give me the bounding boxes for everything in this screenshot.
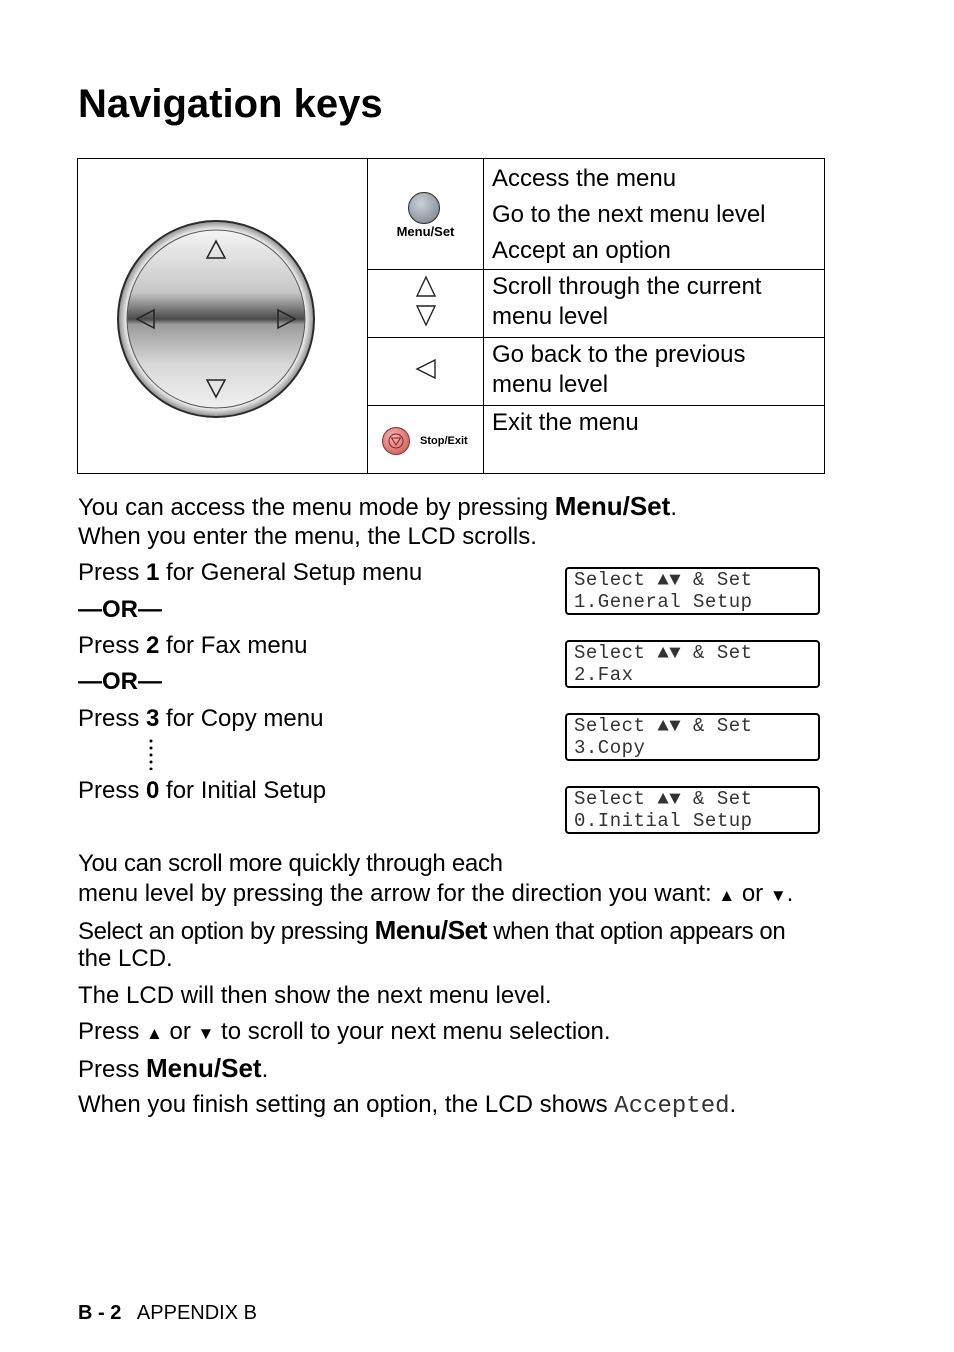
up-down-arrows-icon	[414, 274, 438, 328]
lcd-screen-general-setup: Select ▲▼ & Set 1.General Setup	[565, 567, 820, 615]
menu-set-label: Menu/Set	[396, 224, 455, 239]
stop-exit-label: Stop/Exit	[420, 434, 468, 447]
back-description: Go back to the previous menu level	[484, 338, 825, 406]
exit-description: Exit the menu	[484, 406, 825, 474]
scroll-description: Scroll through the current menu level	[484, 270, 825, 338]
scroll-keys-cell	[368, 270, 484, 338]
page-number: B - 2	[78, 1302, 122, 1324]
menu-set-description: Access the menu Go to the next menu level Accept an option	[484, 159, 825, 270]
stop-exit-button-icon	[382, 427, 410, 455]
lcd-screen-copy: Select ▲▼ & Set 3.Copy	[565, 713, 820, 761]
press-scroll-text: Press ▲ or ▼ to scroll to your next menu selection.	[78, 1018, 611, 1045]
intro-line-2: When you enter the menu, the LCD scrolls.	[78, 523, 537, 550]
down-arrow-icon: ▼	[769, 886, 787, 905]
accepted-lcd-text: Accepted	[614, 1093, 730, 1120]
menu-set-button-icon	[408, 192, 440, 224]
section-name: APPENDIX B	[136, 1302, 257, 1324]
press-step-3: Press 3 for Copy menu	[78, 705, 324, 732]
menu-set-key-ref: Menu/Set	[374, 915, 487, 945]
up-arrow-icon: ▲	[718, 886, 736, 905]
or-separator: —OR—	[78, 668, 162, 695]
lcd-screen-initial-setup: Select ▲▼ & Set 0.Initial Setup	[565, 786, 820, 834]
navigation-keys-table	[77, 158, 825, 474]
vertical-ellipsis-icon	[146, 738, 156, 770]
press-menu-set-text: Press Menu/Set.	[78, 1053, 269, 1083]
dial-cell	[78, 159, 368, 474]
back-key-cell	[368, 338, 484, 406]
up-arrow-icon: ▲	[146, 1024, 163, 1043]
select-option-line-1: Select an option by pressing Menu/Set when that option appears on	[78, 915, 786, 945]
finish-text: When you finish setting an option, the LCD shows Accepted.	[78, 1091, 737, 1120]
page-title: Navigation keys	[78, 82, 383, 126]
menu-set-key-cell	[368, 159, 484, 270]
scroll-tip-line-1: You can scroll more quickly through each	[78, 850, 503, 877]
stop-exit-key-cell	[368, 406, 484, 474]
menu-set-key-ref: Menu/Set	[554, 491, 671, 521]
press-step-1: Press 1 for General Setup menu	[78, 559, 423, 586]
press-step-0: Press 0 for Initial Setup	[78, 777, 327, 804]
select-option-line-2: the LCD.	[78, 945, 173, 972]
scroll-tip-line-2: menu level by pressing the arrow for the direction you want: ▲ or ▼.	[78, 880, 794, 907]
intro-line-1: You can access the menu mode by pressing Menu/Set.	[78, 491, 677, 521]
next-level-text: The LCD will then show the next menu level.	[78, 982, 552, 1009]
navigation-dial-icon	[116, 219, 316, 419]
lcd-screen-fax: Select ▲▼ & Set 2.Fax	[565, 640, 820, 688]
page-footer	[78, 1301, 257, 1325]
down-arrow-icon: ▼	[197, 1024, 215, 1043]
press-step-2: Press 2 for Fax menu	[78, 632, 308, 659]
menu-set-key-ref: Menu/Set	[146, 1053, 262, 1083]
or-separator: —OR—	[78, 596, 162, 623]
left-arrow-icon	[414, 357, 438, 381]
